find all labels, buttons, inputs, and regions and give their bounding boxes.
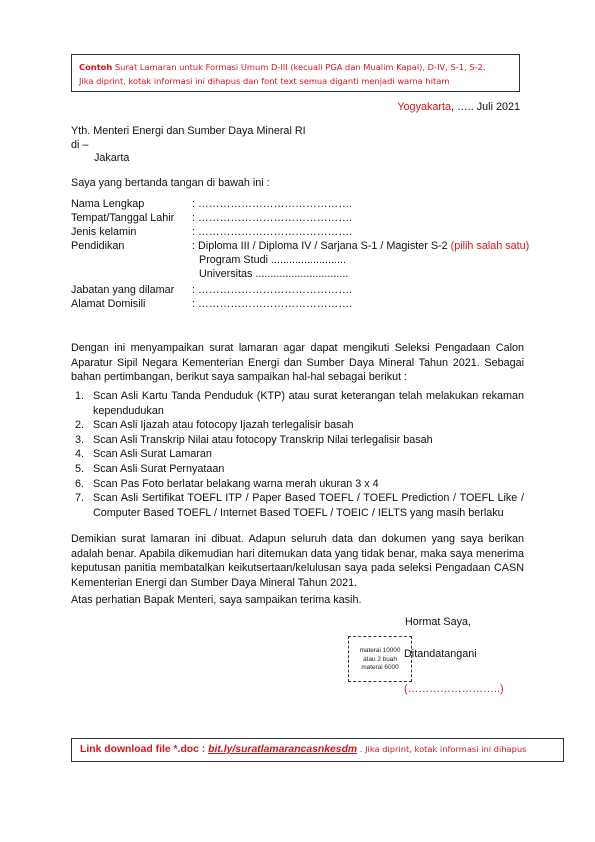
- place-date: [397, 101, 520, 113]
- address-line-3: Jakarta: [94, 152, 130, 164]
- list-item: [71, 389, 524, 418]
- list-number: 3.: [75, 433, 85, 446]
- paragraph-intro: Dengan ini menyampaikan surat lamaran agar dapat mengikuti Seleksi Pengadaan Calon Aparatur Sipil Negara Kementerian Energi dan Sumber Daya Mineral Tahun 2021. Sebagai bahan pertimbangan, berikut saya sampaikan hal-hal sebagai berikut :: [71, 342, 524, 384]
- download-info-box: [71, 738, 564, 762]
- list-number: 2.: [75, 419, 85, 432]
- pendidikan-hint: (pilih salah satu): [450, 240, 530, 252]
- stamp-line-1: materai 10000: [359, 647, 401, 654]
- value-alamat: : …………………………………….: [192, 298, 353, 310]
- download-label: Link download file *.doc :: [80, 744, 209, 755]
- label-jk: Jenis kelamin: [71, 226, 137, 238]
- date-text: , ….. Juli 2021: [450, 101, 520, 113]
- label-nama: Nama Lengkap: [71, 198, 145, 210]
- list-item: [71, 447, 524, 462]
- download-link[interactable]: bit.ly/suratlamarancasnkesdm: [208, 744, 358, 755]
- list-text: Scan Asli Ijazah atau fotocopy Ijazah terlegalisir basah: [93, 419, 354, 432]
- list-text: Scan Asli Surat Lamaran: [93, 448, 212, 461]
- label-alamat: Alamat Domisili: [71, 298, 146, 310]
- stamp-placeholder: [348, 636, 412, 682]
- value-ttl: : …………………………………….: [192, 212, 353, 224]
- address-line-1: Yth. Menteri Energi dan Sumber Daya Mineral RI: [71, 125, 306, 137]
- address-line-2: di –: [71, 139, 89, 151]
- paragraph-statement: Demikian surat lamaran ini dibuat. Adapun seluruh data dan dokumen yang saya berikan adalah benar. Apabila dikemudian hari ditemukan data yang tidak benar, maka saya menerima keputusan panitia membatalkan keikutsertaan/kelulusan saya pada seleksi Pengadaan CASN Kementerian Energi dan Sumber Daya Mineral Tahun 2021.: [71, 533, 524, 589]
- info-notice-box: [71, 54, 520, 92]
- signature-name-line: (……………………..): [404, 683, 504, 695]
- download-note: . Jika diprint, kotak informasi ini dihapus: [357, 744, 527, 754]
- list-text: Scan Pas Foto berlatar belakang warna merah ukuran 3 x 4: [93, 477, 379, 490]
- list-number: 4.: [75, 448, 85, 461]
- label-ttl: Tempat/Tanggal Lahir: [71, 212, 175, 224]
- intro-text: Saya yang bertanda tangan di bawah ini :: [71, 177, 270, 189]
- attachment-list: [71, 389, 524, 520]
- value-pendidikan: [192, 240, 529, 252]
- closing-text: Atas perhatian Bapak Menteri, saya sampaikan terima kasih.: [71, 594, 362, 606]
- stamp-line-3: materai 6000: [361, 664, 399, 672]
- list-number: 7.: [75, 492, 85, 505]
- notice-line-1: [79, 60, 512, 74]
- list-text: Scan Asli Transkrip Nilai atau fotocopy Transkrip Nilai terlegalisir basah: [93, 433, 433, 446]
- list-number: 5.: [75, 462, 85, 475]
- notice-line-2: Jika diprint, kotak informasi ini dihapus dan font text semua diganti menjadi warna hitam: [79, 76, 450, 86]
- label-pendidikan: Pendidikan: [71, 240, 125, 252]
- signed-text: Ditandatangani: [404, 648, 477, 660]
- list-text: Scan Asli Sertifikat TOEFL ITP / Paper Based TOEFL / TOEFL Prediction / TOEFL Like / Computer Based TOEFL / Internet Based TOEFL / TOEIC / IELTS yang masih berlaku: [93, 492, 524, 519]
- value-univ: Universitas ...............................: [199, 268, 349, 280]
- list-item: [71, 491, 524, 520]
- value-prodi: Program Studi .........................: [199, 254, 347, 266]
- list-text: Scan Asli Surat Pernyataan: [93, 462, 225, 475]
- pendidikan-options: : Diploma III / Diploma IV / Sarjana S-1 / Magister S-2: [192, 240, 451, 252]
- label-jabatan: Jabatan yang dilamar: [71, 284, 175, 296]
- list-number: 6.: [75, 477, 85, 490]
- list-item: [71, 477, 524, 492]
- place-name: Yogyakarta: [397, 101, 451, 113]
- notice-line-1-text: Surat Lamaran untuk Formasi Umum D-III (kecuali PGA dan Mualim Kapal), D-IV, S-1, S-2.: [112, 62, 486, 72]
- value-nama: : …………………………………….: [192, 198, 353, 210]
- stamp-line-2: atau 2 buah: [363, 655, 397, 663]
- list-number: 1.: [75, 390, 85, 402]
- list-item: [71, 433, 524, 448]
- notice-bold-prefix: Contoh: [79, 62, 113, 72]
- list-text: Scan Asli Kartu Tanda Penduduk (KTP) atau surat keterangan telah melakukan rekaman kependudukan: [93, 390, 524, 417]
- signature-greeting: Hormat Saya,: [405, 616, 472, 628]
- value-jabatan: : …………………………………….: [192, 284, 353, 296]
- value-jk: : …………………………………….: [192, 226, 353, 238]
- list-item: [71, 462, 524, 477]
- list-item: [71, 418, 524, 433]
